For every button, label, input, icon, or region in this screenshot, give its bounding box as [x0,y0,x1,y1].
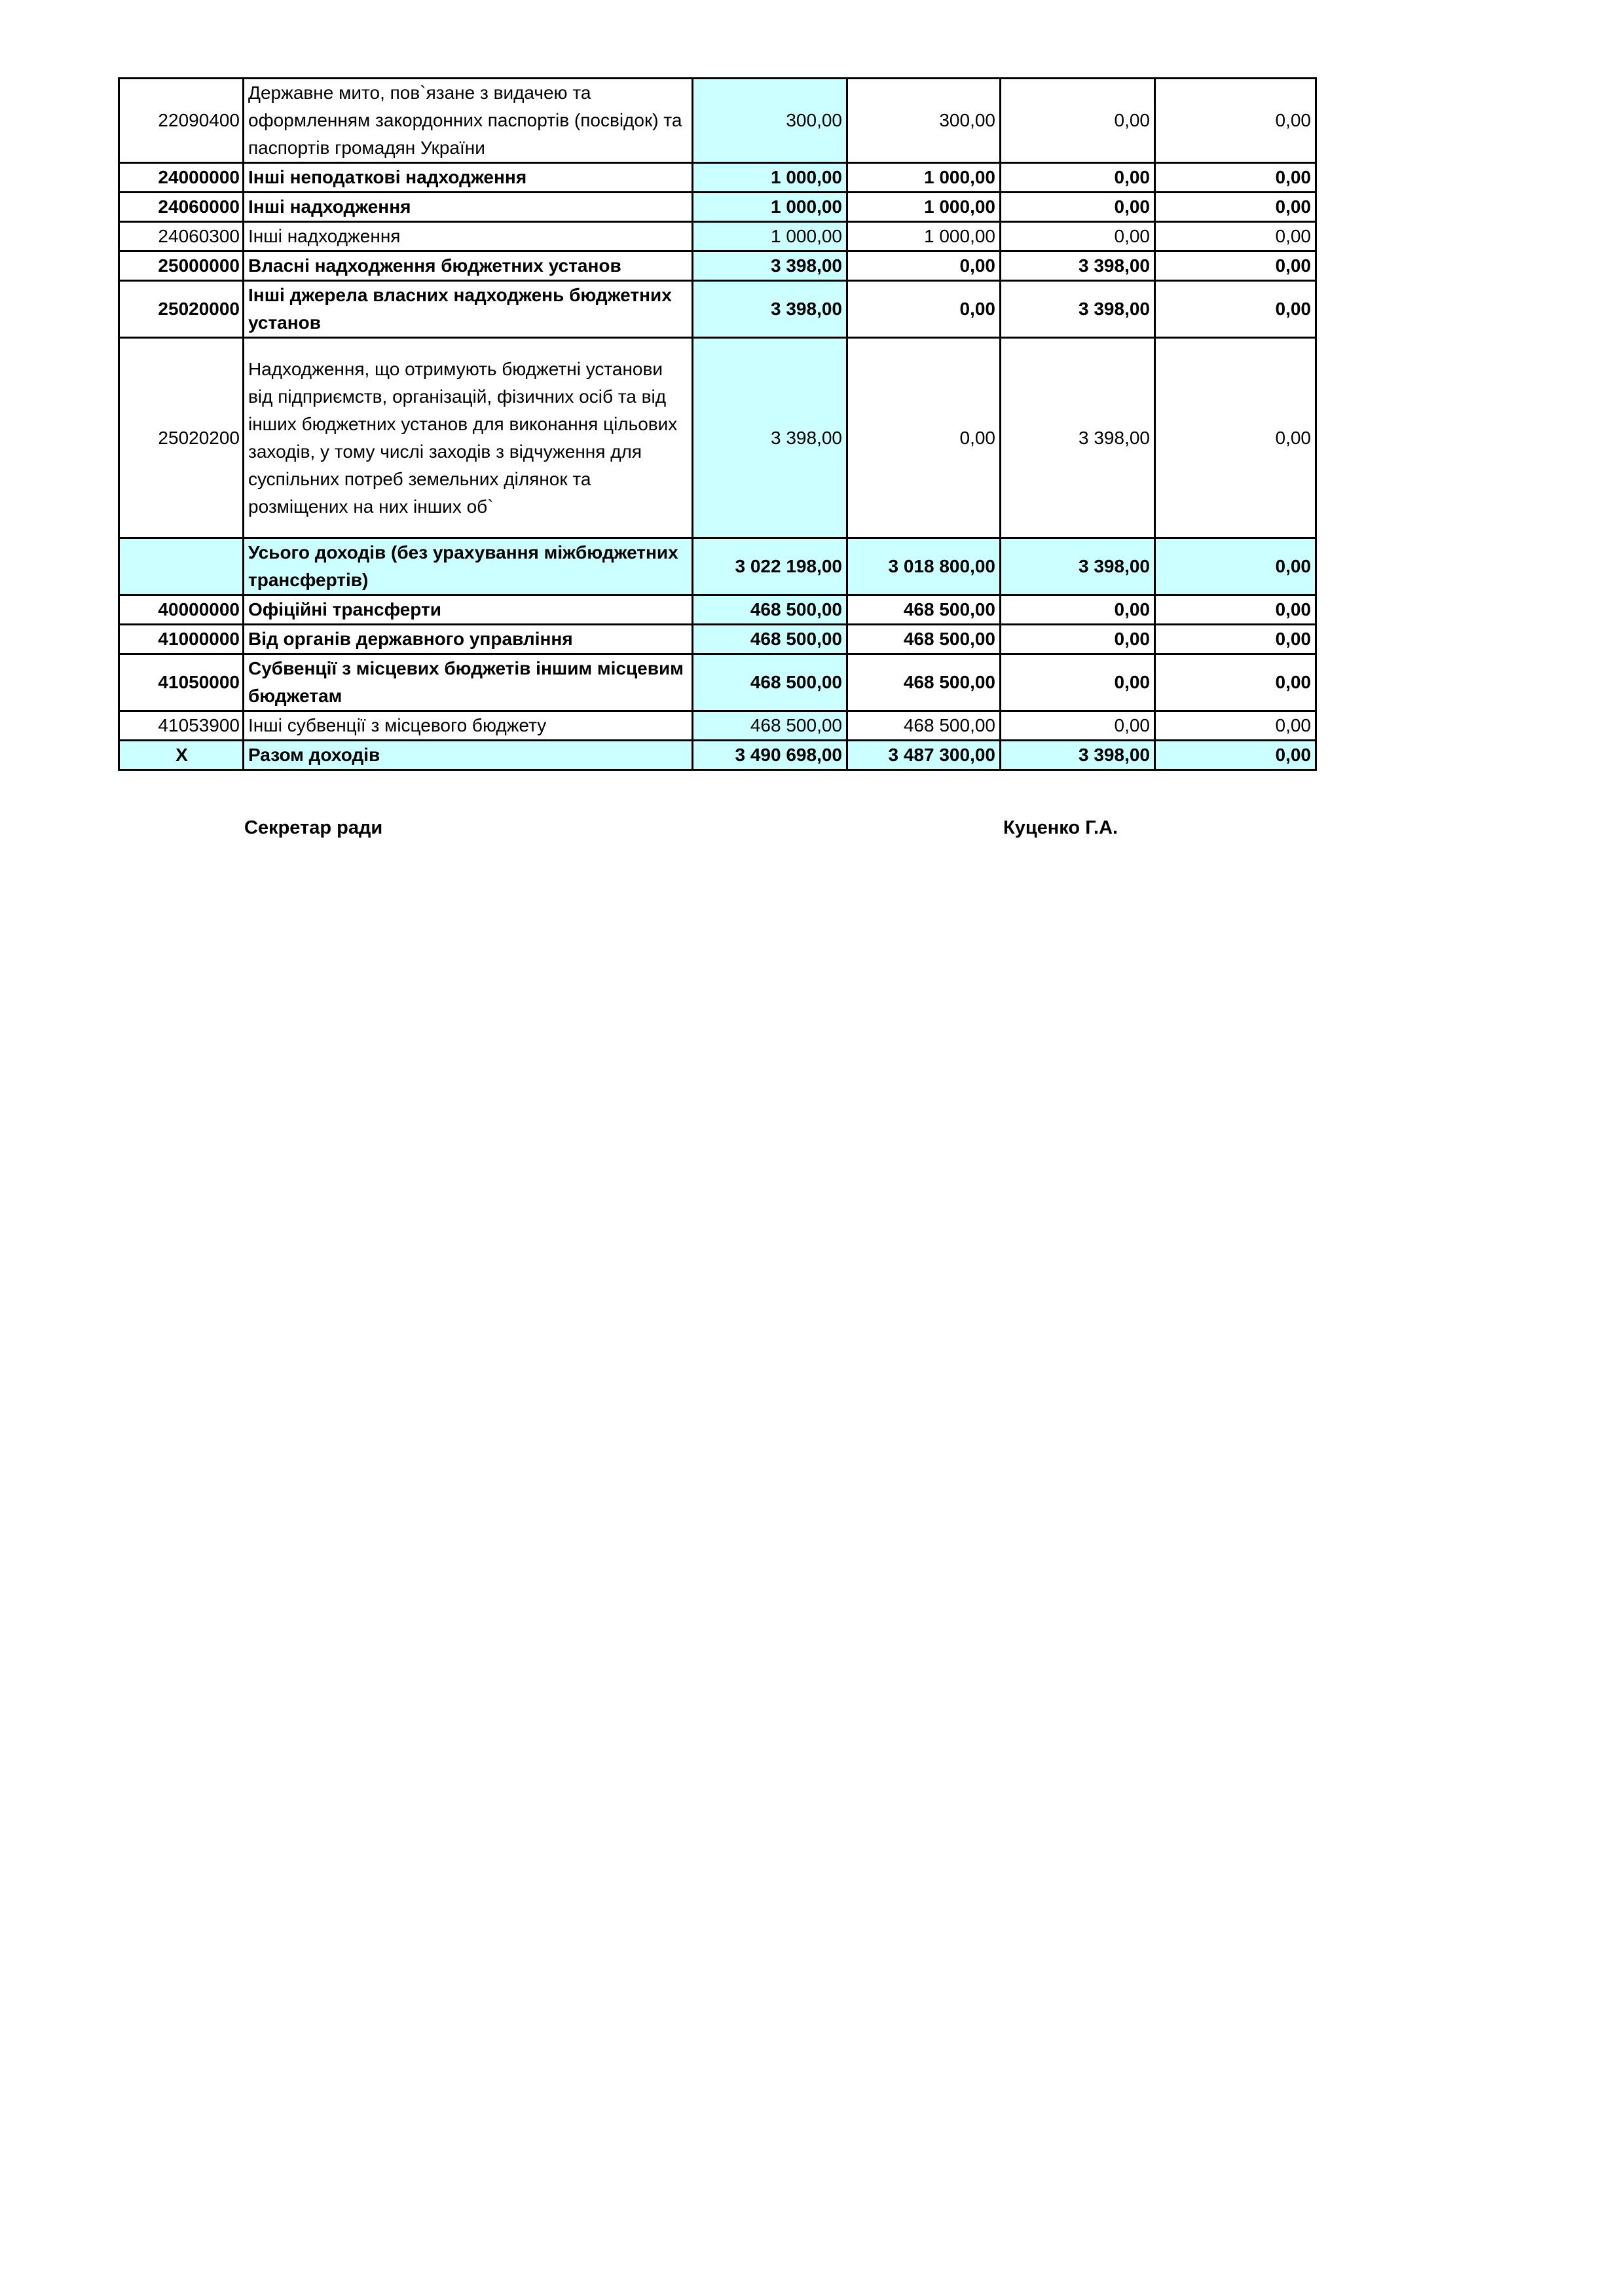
row-code: 24060000 [119,193,244,222]
table-row [119,654,1316,711]
row-total: 468 500,00 [693,625,847,654]
row-code: 22090400 [119,79,244,163]
row-name: Інші надходження [244,193,693,222]
signature-name: Куценко Г.А. [1003,817,1118,838]
row-general-fund: 3 487 300,00 [847,741,1001,770]
row-special-fund: 3 398,00 [1001,251,1155,281]
row-special-fund: 3 398,00 [1001,281,1155,338]
table-row [119,251,1316,281]
table-row [119,193,1316,222]
row-name: Субвенції з місцевих бюджетів іншим місцевим бюджетам [244,654,693,711]
table-row [119,163,1316,193]
table-row [119,595,1316,625]
row-code: 40000000 [119,595,244,625]
row-total: 300,00 [693,79,847,163]
row-general-fund: 468 500,00 [847,595,1001,625]
row-code: 24000000 [119,163,244,193]
row-development-budget: 0,00 [1155,222,1316,251]
row-total: 3 398,00 [693,251,847,281]
row-code: 24060300 [119,222,244,251]
row-development-budget: 0,00 [1155,251,1316,281]
row-total: 1 000,00 [693,222,847,251]
row-total: 468 500,00 [693,711,847,741]
row-code: 25020200 [119,338,244,538]
row-special-fund: 0,00 [1001,711,1155,741]
row-name: Державне мито, пов`язане з видачею та оформленням закордонних паспортів (посвідок) та паспортів громадян України [244,79,693,163]
table-row [119,538,1316,595]
row-development-budget: 0,00 [1155,538,1316,595]
row-development-budget: 0,00 [1155,193,1316,222]
row-general-fund: 0,00 [847,338,1001,538]
row-name: Власні надходження бюджетних установ [244,251,693,281]
row-general-fund: 1 000,00 [847,193,1001,222]
row-special-fund: 0,00 [1001,193,1155,222]
row-special-fund: 0,00 [1001,79,1155,163]
row-special-fund: 0,00 [1001,163,1155,193]
row-general-fund: 468 500,00 [847,654,1001,711]
row-name: Разом доходів [244,741,693,770]
row-code: X [119,741,244,770]
row-development-budget: 0,00 [1155,163,1316,193]
row-special-fund: 0,00 [1001,625,1155,654]
row-special-fund: 0,00 [1001,654,1155,711]
row-name: Інші джерела власних надходжень бюджетних установ [244,281,693,338]
revenue-table [118,77,1317,771]
table-row [119,79,1316,163]
table-row [119,222,1316,251]
table-row [119,281,1316,338]
row-code: 41000000 [119,625,244,654]
table-row [119,338,1316,538]
row-development-budget: 0,00 [1155,281,1316,338]
row-general-fund: 1 000,00 [847,163,1001,193]
row-development-budget: 0,00 [1155,711,1316,741]
row-special-fund: 3 398,00 [1001,741,1155,770]
row-special-fund: 3 398,00 [1001,538,1155,595]
row-development-budget: 0,00 [1155,654,1316,711]
row-total: 468 500,00 [693,595,847,625]
table-row [119,625,1316,654]
row-name: Усього доходів (без урахування міжбюджетних трансфертів) [244,538,693,595]
row-name: Інші неподаткові надходження [244,163,693,193]
row-general-fund: 1 000,00 [847,222,1001,251]
row-total: 3 022 198,00 [693,538,847,595]
row-development-budget: 0,00 [1155,338,1316,538]
row-code: 25000000 [119,251,244,281]
row-code: 41053900 [119,711,244,741]
row-total: 3 490 698,00 [693,741,847,770]
row-total: 1 000,00 [693,193,847,222]
row-general-fund: 3 018 800,00 [847,538,1001,595]
row-code: 25020000 [119,281,244,338]
row-general-fund: 0,00 [847,281,1001,338]
row-development-budget: 0,00 [1155,79,1316,163]
row-total: 1 000,00 [693,163,847,193]
row-total: 468 500,00 [693,654,847,711]
row-total: 3 398,00 [693,338,847,538]
row-total: 3 398,00 [693,281,847,338]
row-code: 41050000 [119,654,244,711]
signature-title: Секретар ради [244,817,383,838]
table-row [119,711,1316,741]
table-row [119,741,1316,770]
row-general-fund: 468 500,00 [847,625,1001,654]
row-general-fund: 468 500,00 [847,711,1001,741]
revenue-table-body [119,79,1316,770]
row-general-fund: 0,00 [847,251,1001,281]
row-development-budget: 0,00 [1155,625,1316,654]
row-general-fund: 300,00 [847,79,1001,163]
row-development-budget: 0,00 [1155,741,1316,770]
row-name: Надходження, що отримують бюджетні установи від підприємств, організацій, фізичних осіб та від інших бюджетних установ для виконання цільових заходів, у тому числі заходів з відчуження для суспільних потреб земельних ділянок та розміщених на них інших об` [244,338,693,538]
row-development-budget: 0,00 [1155,595,1316,625]
row-special-fund: 3 398,00 [1001,338,1155,538]
row-name: Інші надходження [244,222,693,251]
row-special-fund: 0,00 [1001,595,1155,625]
row-name: Інші субвенції з місцевого бюджету [244,711,693,741]
row-special-fund: 0,00 [1001,222,1155,251]
row-name: Офіційні трансферти [244,595,693,625]
row-code [119,538,244,595]
row-name: Від органів державного управління [244,625,693,654]
